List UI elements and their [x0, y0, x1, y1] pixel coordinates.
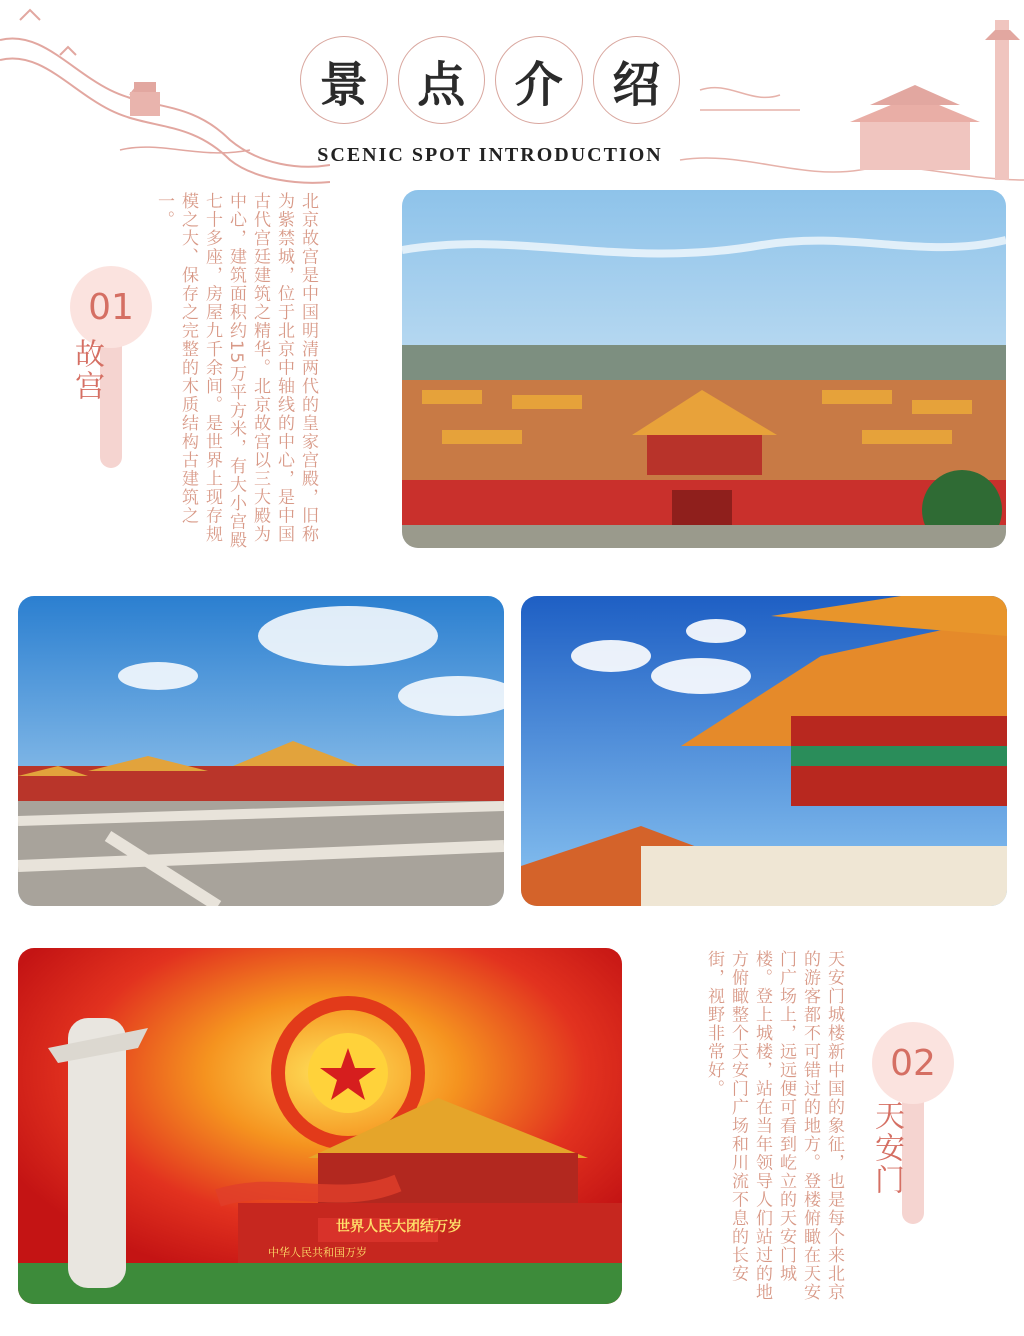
photo-palace-courtyard: [18, 596, 504, 906]
section1-title: 故宫: [69, 338, 104, 402]
section2-number: 02: [872, 1022, 954, 1104]
section2-description: 天安门城楼新中国的象征，也是每个来北京的游客都不可错过的地方。登楼俯瞰在天安门广场上，远远便可看到屹立的天安门城楼。登上城楼，站在当年领导人们站过的地方俯瞰整个天安门广场和川流不息的长安街，视野非常好。: [704, 950, 844, 1302]
banner-left: 中华人民共和国万岁: [268, 1246, 367, 1259]
banner-right: 世界人民大团结万岁: [336, 1219, 462, 1235]
title-char-2: 点: [398, 36, 486, 124]
photo-forbidden-city-panorama: [402, 190, 1006, 548]
photo-palace-eaves: [521, 596, 1007, 906]
section1-description: 北京故宫是中国明清两代的皇家宫殿，旧称为紫禁城，位于北京中轴线的中心，是中国古代宫廷建筑之精华。北京故宫以三大殿为中心，建筑面积约15万平方米，有大小宫殿七十多座，房屋九千余间。是世界上现存规模之大、保存之完整的木质结构古建筑之一。: [154, 192, 318, 550]
great-wall-decoration-left: [0, 0, 330, 190]
title-char-4: 绍: [593, 36, 681, 124]
tiananmen-decoration-right: [660, 10, 1024, 190]
section2-title: 天安门: [869, 1100, 904, 1196]
page-subtitle: SCENIC SPOT INTRODUCTION: [317, 144, 663, 166]
photo-tiananmen: [18, 948, 622, 1304]
section1-number: 01: [70, 266, 152, 348]
page-title: [300, 36, 680, 126]
title-char-3: 介: [495, 36, 583, 124]
title-char-1: 景: [300, 36, 388, 124]
